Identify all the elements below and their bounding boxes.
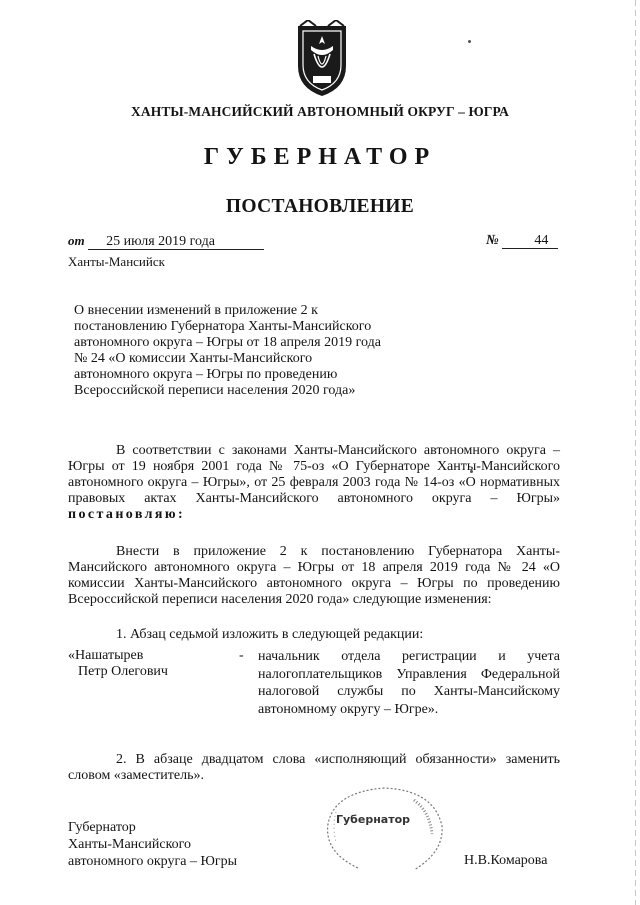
subject-line: Всероссийской переписи населения 2020 года» [74, 383, 356, 398]
authority-title: ГУБЕРНАТОР [203, 144, 437, 170]
signatory-line: Ханты-Мансийского [68, 837, 192, 852]
city: Ханты-Мансийск [68, 254, 165, 269]
scan-edge-line [635, 0, 636, 905]
coat-of-arms-emblem [294, 20, 350, 100]
item-2-text: 2. В абзаце двадцатом слова «исполняющий обязанности» заменить словом «заместитель». [68, 752, 560, 783]
signatory-name: Н.В.Комарова [464, 853, 548, 868]
item-2 [68, 752, 560, 784]
subject-line: автономного округа – Югры от 18 апреля 2019 года [74, 335, 381, 350]
number-prefix: № [486, 233, 499, 248]
member-role: начальник отдела регистрации и учета налогоплательщиков Управления Федеральной налоговой службы по Ханты-Мансийскому автономному округу – Югре». [258, 649, 560, 717]
preamble-paragraph [68, 443, 560, 523]
date-prefix: от [68, 233, 85, 248]
subject-line: О внесении изменений в приложение 2 к [74, 303, 318, 318]
amendment-paragraph [68, 544, 560, 608]
preamble-text: В соответствии с законами Ханты-Мансийского автономного округа – Югры от 19 ноября 2001 года № 75-оз «О Губернаторе Ханты-Мансийского автономного округа – Югры», от 25 февраля 2003 года № 14-оз «О нормативных правовых актах Ханты-Мансийского автономного округа – Югры» [68, 443, 560, 506]
document-type: ПОСТАНОВЛЕНИЕ [225, 196, 415, 217]
member-name [68, 648, 168, 680]
region-name: ХАНТЫ-МАНСИЙСКИЙ АВТОНОМНЫЙ ОКРУГ – ЮГРА [131, 104, 509, 119]
official-stamp [318, 782, 450, 874]
subject-line: автономного округа – Югры по проведению [74, 367, 338, 382]
signatory-line: Губернатор [68, 820, 136, 835]
number-line [486, 233, 558, 249]
document-subject [74, 303, 434, 399]
member-surname: «Нашатырев [68, 648, 144, 663]
member-dash: - [239, 648, 244, 663]
subject-line: № 24 «О комиссии Ханты-Мансийского [74, 351, 313, 366]
document-number: 44 [502, 233, 558, 249]
signatory-title [68, 819, 237, 870]
scan-speck [468, 40, 471, 43]
date-line [68, 233, 264, 250]
document-date: 25 июля 2019 года [88, 234, 264, 250]
amendment-text: Внести в приложение 2 к постановлению Губернатора Ханты-Мансийского автономного округа – Югры от 18 апреля 2019 года № 24 «О комиссии Ханты-Мансийского автономного округа – Югры по проведению Всероссийской переписи населения 2020 года» следующие изменения: [68, 544, 560, 607]
member-given-name: Петр Олегович [78, 664, 168, 679]
subject-line: постановлению Губернатора Ханты-Мансийского [74, 319, 372, 334]
signatory-line: автономного округа – Югры [68, 854, 237, 869]
item-1: 1. Абзац седьмой изложить в следующей редакции: [116, 627, 424, 642]
stamp-text: Губернатор [336, 813, 411, 826]
decree-keyword: постановляю: [68, 507, 186, 522]
